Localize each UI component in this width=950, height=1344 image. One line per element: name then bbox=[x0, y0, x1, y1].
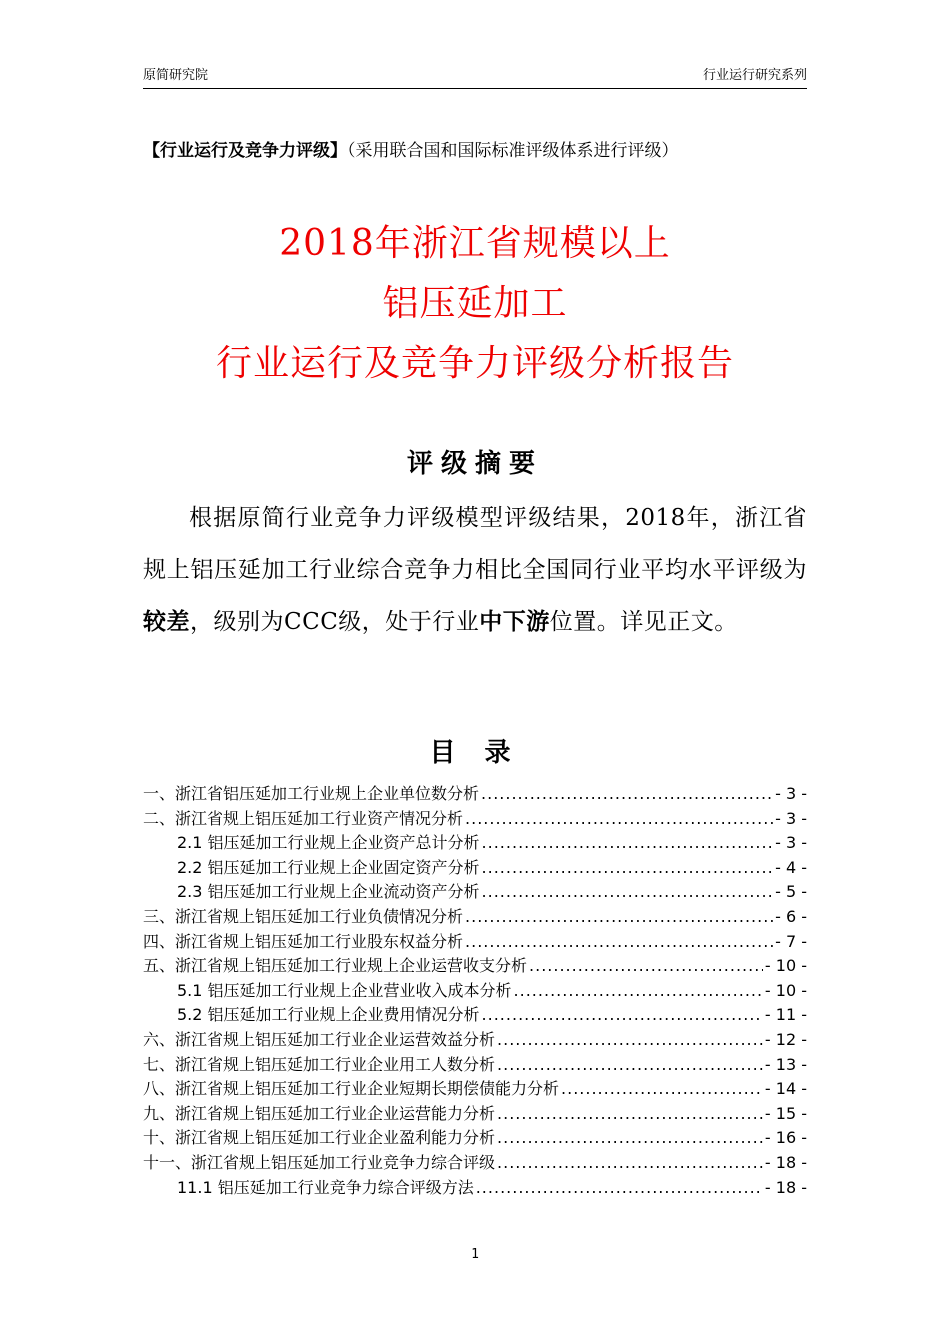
summary-text-3: ，处于行业 bbox=[361, 609, 480, 635]
toc-item[interactable] bbox=[143, 1077, 807, 1102]
toc-item[interactable] bbox=[143, 954, 807, 979]
toc-leader-dots bbox=[497, 1102, 763, 1126]
toc-leader-dots bbox=[497, 1028, 763, 1052]
title-line-1: 2018年浙江省规模以上 bbox=[279, 223, 671, 264]
toc-leader-dots bbox=[497, 1151, 763, 1175]
toc-item-label: 九、浙江省规上铝压延加工行业企业运营能力分析 bbox=[143, 1103, 496, 1123]
toc-item-label: 二、浙江省规上铝压延加工行业资产情况分析 bbox=[143, 808, 464, 828]
toc-item-label: 七、浙江省规上铝压延加工行业企业用工人数分析 bbox=[143, 1054, 496, 1074]
summary-text-4: 位置。详见正文。 bbox=[549, 609, 738, 635]
toc-leader-dots bbox=[482, 831, 774, 855]
toc-item[interactable] bbox=[143, 930, 807, 955]
toc-item-page: - 16 - bbox=[764, 1128, 807, 1148]
running-header bbox=[143, 66, 807, 89]
toc-item-page: - 13 - bbox=[764, 1054, 807, 1074]
toc-item-page: - 3 - bbox=[775, 808, 807, 828]
toc-leader-dots bbox=[529, 954, 763, 978]
toc-item-label: 2.1 铝压延加工行业规上企业资产总计分析 bbox=[177, 833, 480, 853]
toc-item[interactable] bbox=[143, 1176, 807, 1201]
toc-item-label: 一、浙江省铝压延加工行业规上企业单位数分析 bbox=[143, 784, 480, 803]
summary-position: 中下游 bbox=[479, 609, 550, 635]
summary-paragraph bbox=[143, 492, 807, 648]
report-title bbox=[143, 214, 807, 394]
summary-text-2: ，级别为 bbox=[190, 609, 284, 635]
toc-item[interactable] bbox=[143, 880, 807, 905]
toc-leader-dots bbox=[465, 807, 773, 831]
toc-item[interactable] bbox=[143, 905, 807, 930]
toc-item-page: - 11 - bbox=[764, 1005, 807, 1025]
toc-item-page: - 6 - bbox=[775, 906, 807, 926]
header-org-name: 原简研究院 bbox=[143, 68, 209, 83]
toc-item-label: 六、浙江省规上铝压延加工行业企业运营效益分析 bbox=[143, 1029, 496, 1049]
toc-item[interactable] bbox=[143, 807, 807, 832]
toc-item-label: 2.2 铝压延加工行业规上企业固定资产分析 bbox=[177, 857, 480, 877]
rating-tag-main: 【行业运行及竞争力评级】 bbox=[143, 141, 347, 161]
toc-item-page: - 18 - bbox=[764, 1177, 807, 1197]
toc-item-page: - 4 - bbox=[775, 857, 807, 877]
toc-item[interactable] bbox=[143, 1053, 807, 1078]
toc-item-label: 四、浙江省规上铝压延加工行业股东权益分析 bbox=[143, 931, 464, 951]
toc-item-page: - 5 - bbox=[775, 882, 807, 902]
toc-leader-dots bbox=[514, 979, 763, 1003]
toc-item-page: - 3 - bbox=[775, 833, 807, 853]
toc-item-page: - 18 - bbox=[764, 1152, 807, 1172]
toc-item-label: 5.2 铝压延加工行业规上企业费用情况分析 bbox=[177, 1005, 480, 1025]
toc-item[interactable] bbox=[143, 1028, 807, 1053]
toc-leader-dots bbox=[497, 1126, 763, 1150]
toc-item-label: 十、浙江省规上铝压延加工行业企业盈利能力分析 bbox=[143, 1128, 496, 1148]
summary-heading: 评级摘要 bbox=[406, 449, 543, 479]
rating-tag-sub: （采用联合国和国际标准评级体系进行评级） bbox=[347, 141, 679, 161]
toc-item[interactable] bbox=[143, 1126, 807, 1151]
summary-grade: CCC级 bbox=[284, 609, 362, 635]
toc-item-label: 2.3 铝压延加工行业规上企业流动资产分析 bbox=[177, 882, 480, 902]
toc-item-label: 五、浙江省规上铝压延加工行业规上企业运营收支分析 bbox=[143, 956, 528, 976]
toc-leader-dots bbox=[561, 1077, 763, 1101]
toc-leader-dots bbox=[481, 782, 773, 806]
toc-item[interactable] bbox=[143, 1003, 807, 1028]
table-of-contents bbox=[143, 782, 807, 1200]
rating-tag bbox=[143, 138, 807, 164]
toc-item-page: - 3 - bbox=[775, 784, 807, 803]
toc-item[interactable] bbox=[143, 782, 807, 807]
toc-item-page: - 15 - bbox=[764, 1103, 807, 1123]
title-line-2: 铝压延加工 bbox=[382, 283, 568, 324]
toc-item-page: - 10 - bbox=[764, 956, 807, 976]
toc-item-label: 三、浙江省规上铝压延加工行业负债情况分析 bbox=[143, 906, 464, 926]
toc-item[interactable] bbox=[143, 979, 807, 1004]
toc-item-label: 八、浙江省规上铝压延加工行业企业短期长期偿债能力分析 bbox=[143, 1079, 560, 1099]
summary-rating-word: 较差 bbox=[143, 609, 190, 635]
header-series-name: 行业运行研究系列 bbox=[702, 68, 807, 83]
toc-item-label: 11.1 铝压延加工行业竞争力综合评级方法 bbox=[177, 1177, 474, 1197]
page-number: 1 bbox=[471, 1247, 479, 1262]
toc-item-label: 5.1 铝压延加工行业规上企业营业收入成本分析 bbox=[177, 980, 512, 1000]
toc-leader-dots bbox=[482, 880, 774, 904]
toc-item[interactable] bbox=[143, 1151, 807, 1176]
toc-item-page: - 14 - bbox=[764, 1079, 807, 1099]
toc-item-page: - 10 - bbox=[764, 980, 807, 1000]
title-line-3: 行业运行及竞争力评级分析报告 bbox=[215, 343, 734, 384]
toc-item[interactable] bbox=[143, 831, 807, 856]
toc-leader-dots bbox=[482, 1003, 763, 1027]
toc-leader-dots bbox=[465, 905, 773, 929]
toc-item-label: 十一、浙江省规上铝压延加工行业竞争力综合评级 bbox=[143, 1152, 496, 1172]
toc-item-page: - 7 - bbox=[775, 931, 807, 951]
toc-leader-dots bbox=[476, 1176, 763, 1200]
toc-item-page: - 12 - bbox=[764, 1029, 807, 1049]
toc-leader-dots bbox=[497, 1053, 763, 1077]
toc-item[interactable] bbox=[143, 856, 807, 881]
summary-text-1: 根据原简行业竞争力评级模型评级结果，2018年，浙江省规上铝压延加工行业综合竞争力相比全国同行业平均水平评级为 bbox=[143, 505, 807, 583]
toc-leader-dots bbox=[482, 856, 774, 880]
toc-item[interactable] bbox=[143, 1102, 807, 1127]
toc-leader-dots bbox=[465, 930, 773, 954]
toc-heading: 目 录 bbox=[429, 738, 521, 768]
